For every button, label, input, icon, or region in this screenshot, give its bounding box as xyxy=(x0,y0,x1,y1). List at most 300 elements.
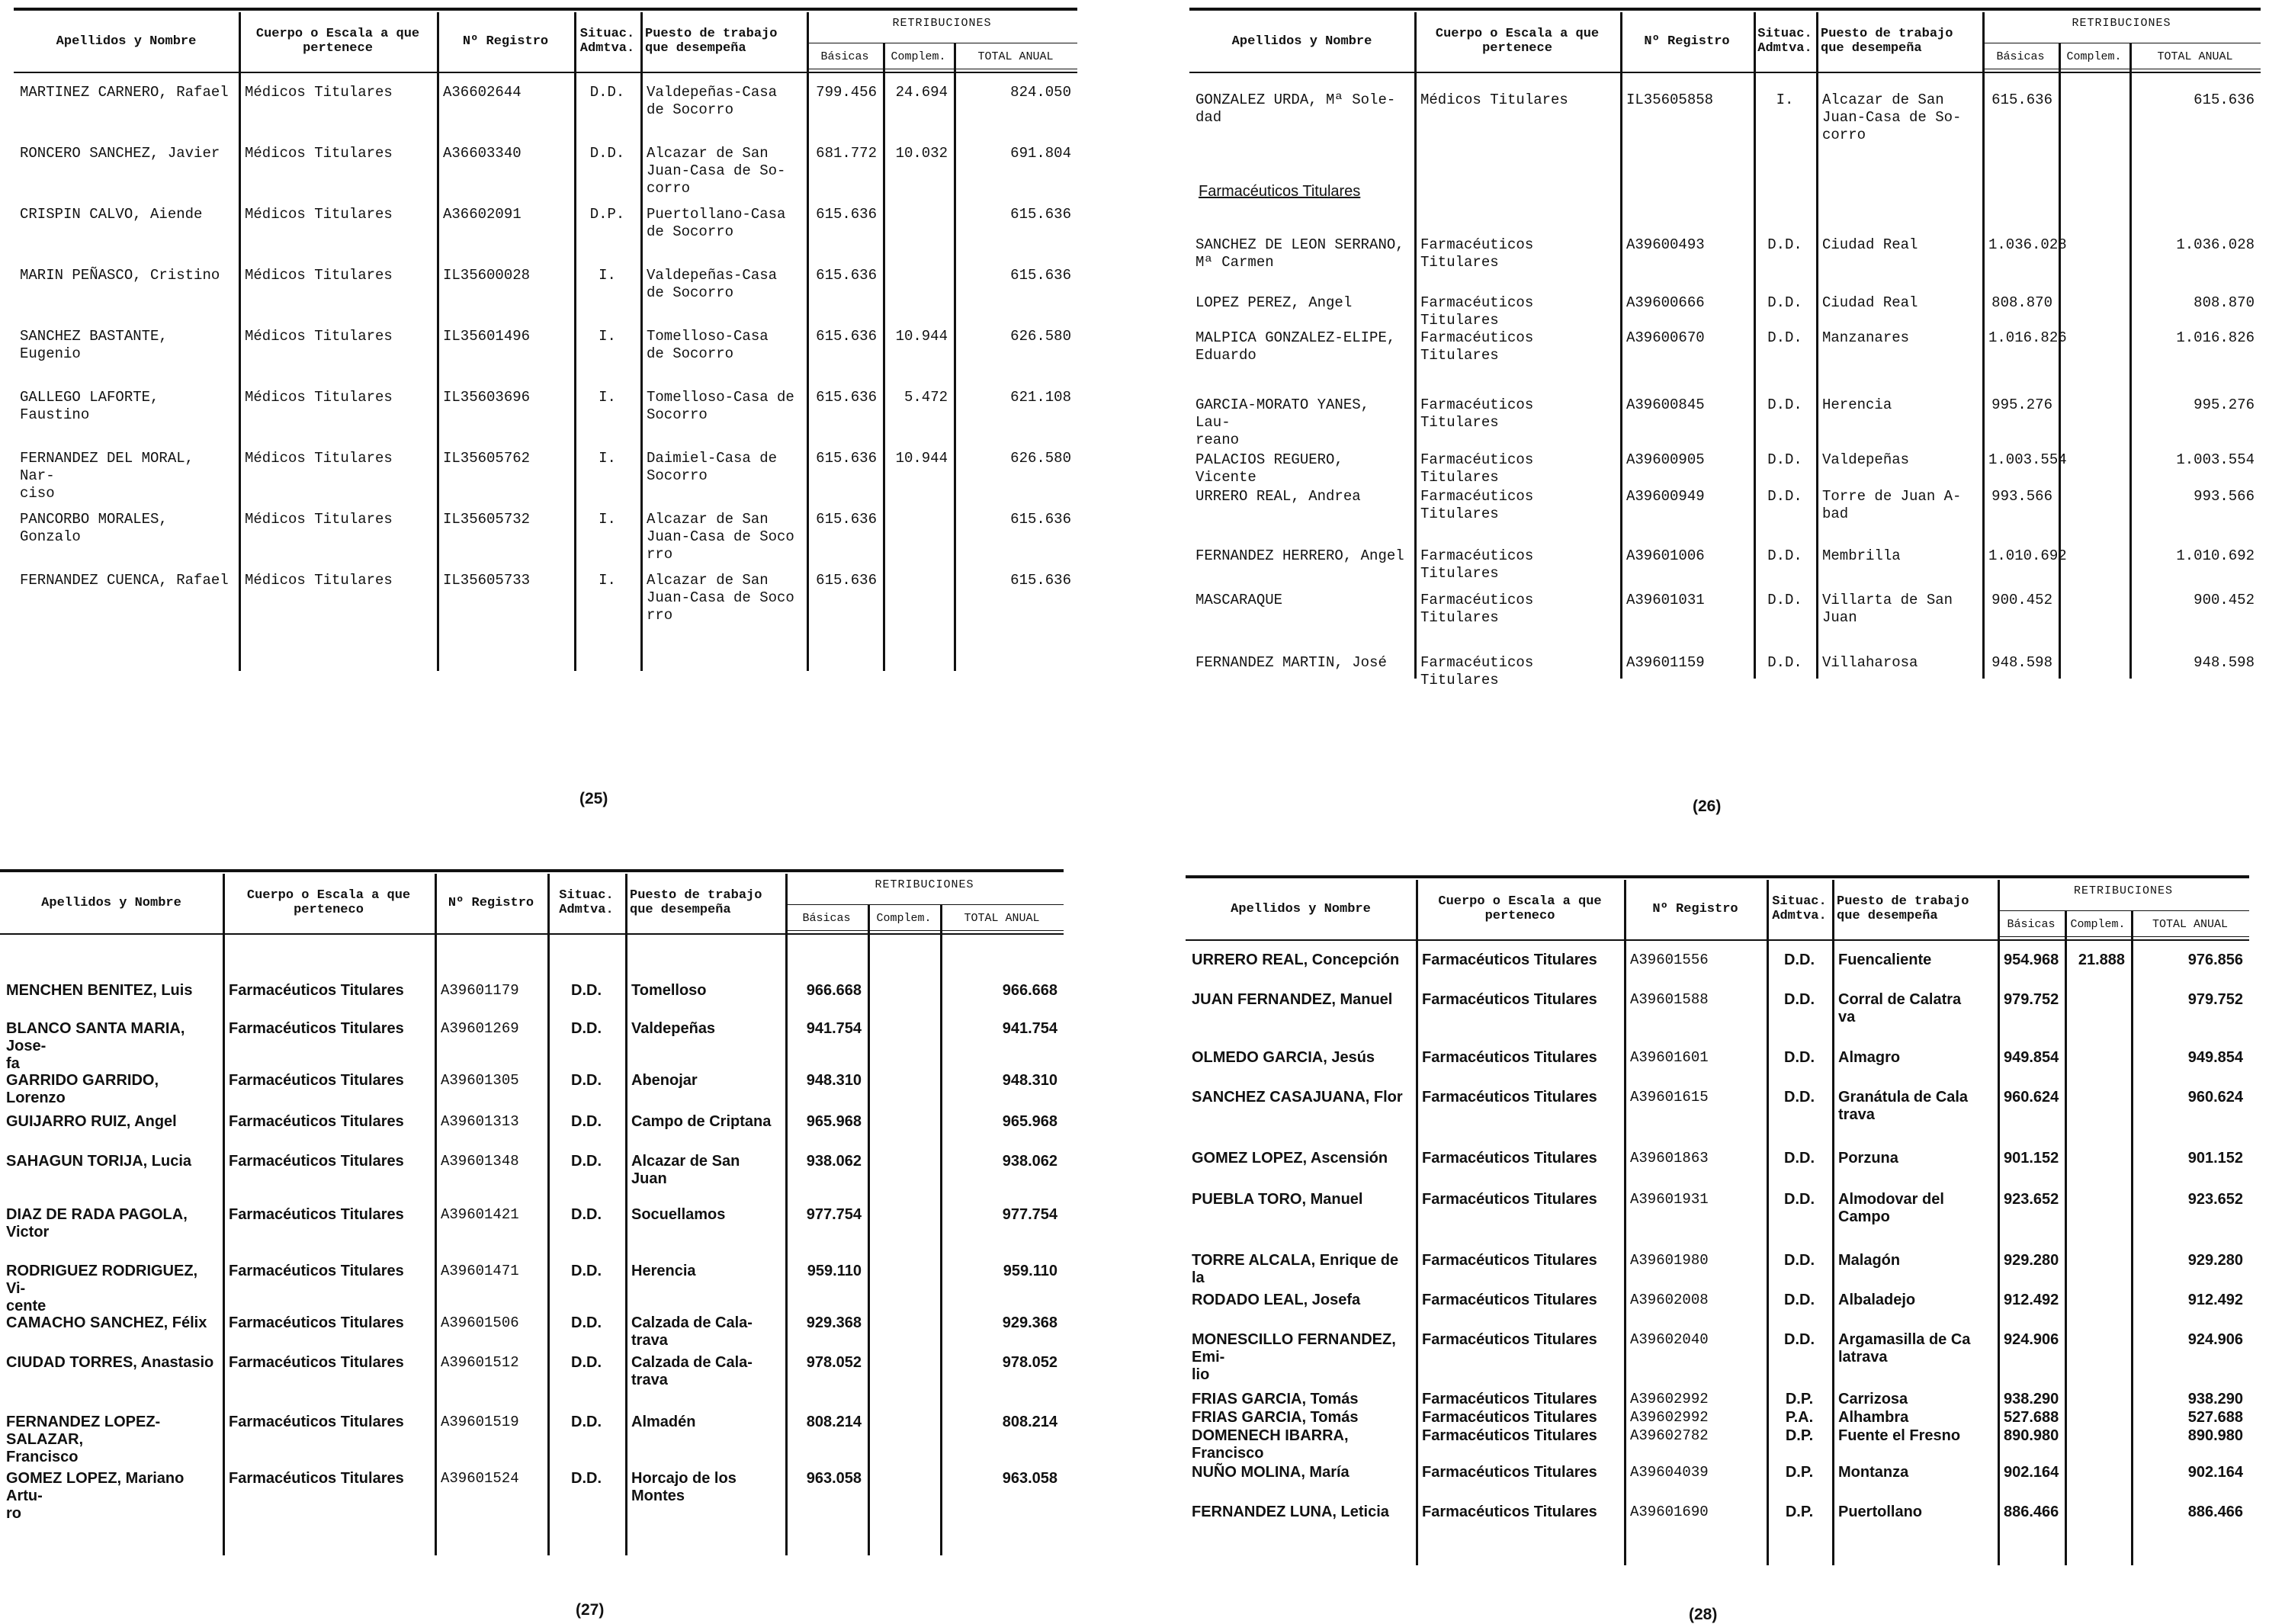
header-situacion: Situac. Admtva. xyxy=(1757,27,1812,56)
cell-registro: A39601179 xyxy=(441,982,519,999)
cell-cuerpo: Médicos Titulares xyxy=(245,145,393,162)
cell-cuerpo: Farmacéuticos Titulares xyxy=(1422,1150,1597,1167)
cell-registro: A39601269 xyxy=(441,1020,519,1037)
cell-basicas: 977.754 xyxy=(806,1206,862,1223)
cell-basicas: 938.290 xyxy=(2004,1391,2059,1407)
cell-total: 886.466 xyxy=(2187,1504,2243,1520)
cell-total: 808.214 xyxy=(1002,1414,1057,1430)
cell-puesto: Horcajo de los Montes xyxy=(631,1470,737,1504)
cell-nombre: JUAN FERNANDEZ, Manuel xyxy=(1192,991,1393,1008)
cell-total: 948.598 xyxy=(2194,654,2255,671)
table-row xyxy=(1189,236,2261,294)
cell-situacion: D.P. xyxy=(589,206,625,223)
cell-total: 923.652 xyxy=(2187,1191,2243,1208)
cell-cuerpo: Médicos Titulares xyxy=(245,267,393,284)
retribuciones-rule xyxy=(1998,910,2249,911)
cell-basicas: 966.668 xyxy=(806,982,862,999)
header-retribuciones: RETRIBUCIONES xyxy=(2072,17,2171,30)
cell-nombre: MARTINEZ CARNERO, Rafael xyxy=(20,84,229,101)
cell-registro: A39601931 xyxy=(1630,1191,1709,1208)
table-row xyxy=(0,1020,1064,1072)
cell-situacion: D.D. xyxy=(1767,329,1802,346)
cell-puesto: Alcazar de San Juan-Casa de So- corro xyxy=(647,145,786,197)
cell-puesto: Valdepeñas xyxy=(631,1020,716,1037)
cell-puesto: Fuente el Fresno xyxy=(1838,1427,1961,1444)
cell-basicas: 954.968 xyxy=(2004,952,2059,968)
cell-total: 966.668 xyxy=(1002,982,1057,999)
cell-nombre: MARIN PEÑASCO, Cristino xyxy=(20,267,220,284)
cell-total: 965.968 xyxy=(1002,1113,1057,1130)
cell-registro: IL35601496 xyxy=(443,328,531,345)
cell-registro: A39601348 xyxy=(441,1153,519,1170)
cell-basicas: 948.598 xyxy=(1991,654,2052,671)
cell-cuerpo: Farmacéuticos Titulares xyxy=(1422,1409,1597,1426)
cell-basicas: 900.452 xyxy=(1991,592,2052,608)
table-row xyxy=(14,572,1077,633)
cell-puesto: Tomelloso xyxy=(631,982,707,999)
header-situacion: Situac. Admtva. xyxy=(1772,894,1827,923)
cell-basicas: 979.752 xyxy=(2004,991,2059,1008)
cell-puesto: Tomelloso-Casa de Socorro xyxy=(647,328,769,362)
table-row xyxy=(1186,1150,2249,1191)
header-situacion: Situac. Admtva. xyxy=(559,888,614,917)
cell-registro: A39601313 xyxy=(441,1113,519,1130)
table-row xyxy=(1189,547,2261,592)
cell-basicas: 615.636 xyxy=(816,389,877,406)
cell-puesto: Montanza xyxy=(1838,1464,1909,1481)
cell-registro: A39601863 xyxy=(1630,1150,1709,1167)
cell-nombre: FERNANDEZ LOPEZ-SALAZAR, Francisco xyxy=(6,1414,161,1465)
cell-situacion: D.D. xyxy=(1767,654,1802,671)
page-number: (28) xyxy=(1689,1606,1718,1623)
cell-puesto: Alcazar de San Juan-Casa de So- corro xyxy=(1822,91,1962,143)
cell-basicas: 993.566 xyxy=(1991,488,2052,505)
header-total: TOTAL ANUAL xyxy=(2157,50,2233,63)
cell-registro: A36602644 xyxy=(443,84,522,101)
cell-cuerpo: Farmacéuticos Titulares xyxy=(1422,1331,1597,1348)
header-basicas: Básicas xyxy=(2007,917,2056,931)
cell-basicas: 886.466 xyxy=(2004,1504,2059,1520)
cell-puesto: Almadén xyxy=(631,1414,696,1430)
cell-puesto: Abenojar xyxy=(631,1072,698,1089)
table-row xyxy=(14,84,1077,145)
cell-basicas: 615.636 xyxy=(816,450,877,467)
cell-cuerpo: Médicos Titulares xyxy=(245,572,393,589)
cell-puesto: Almagro xyxy=(1838,1049,1901,1066)
cell-puesto: Malagón xyxy=(1838,1252,1901,1269)
cell-situacion: D.D. xyxy=(1784,1191,1815,1208)
cell-basicas: 978.052 xyxy=(806,1354,862,1371)
cell-basicas: 1.036.028 xyxy=(1988,236,2067,253)
header-rule-top xyxy=(1189,8,2261,11)
header-puesto: Puesto de trabajo que desempeña xyxy=(630,888,762,917)
cell-cuerpo: Farmacéuticos Titulares xyxy=(1420,488,1534,522)
cell-cuerpo: Farmacéuticos Titulares xyxy=(1422,991,1597,1008)
cell-total: 929.368 xyxy=(1002,1314,1057,1331)
subheader-rule xyxy=(1998,936,2249,937)
cell-nombre: TORRE ALCALA, Enrique de la xyxy=(1192,1252,1399,1286)
cell-registro: A39601031 xyxy=(1626,592,1705,608)
cell-nombre: FRIAS GARCIA, Tomás xyxy=(1192,1409,1359,1426)
cell-registro: IL35605762 xyxy=(443,450,531,467)
cell-total: 948.310 xyxy=(1002,1072,1057,1089)
header-complem: Complem. xyxy=(2066,50,2122,63)
cell-nombre: RODADO LEAL, Josefa xyxy=(1192,1292,1361,1308)
cell-situacion: D.D. xyxy=(571,1153,602,1170)
cell-registro: A36603340 xyxy=(443,145,522,162)
header-puesto: Puesto de trabajo que desempeña xyxy=(1837,894,1969,923)
header-nombre: Apellidos y Nombre xyxy=(1231,901,1371,916)
cell-puesto: Alcazar de San Juan-Casa de Soco rro xyxy=(647,511,794,563)
cell-total: 808.870 xyxy=(2194,294,2255,311)
cell-total: 621.108 xyxy=(1010,389,1071,406)
cell-situacion: D.D. xyxy=(571,1113,602,1130)
cell-registro: IL35605733 xyxy=(443,572,531,589)
table-row xyxy=(1189,488,2261,547)
cell-puesto: Porzuna xyxy=(1838,1150,1898,1167)
cell-situacion: D.D. xyxy=(571,982,602,999)
cell-basicas: 923.652 xyxy=(2004,1191,2059,1208)
cell-puesto: Herencia xyxy=(631,1263,696,1279)
cell-basicas: 995.276 xyxy=(1991,396,2052,413)
cell-total: 949.854 xyxy=(2187,1049,2243,1066)
table-row xyxy=(0,1354,1064,1414)
cell-total: 615.636 xyxy=(1010,572,1071,589)
cell-total: 1.016.826 xyxy=(2176,329,2255,346)
header-complem: Complem. xyxy=(891,50,946,63)
cell-nombre: OLMEDO GARCIA, Jesús xyxy=(1192,1049,1375,1066)
cell-cuerpo: Farmacéuticos Titulares xyxy=(229,1414,404,1430)
cell-cuerpo: Farmacéuticos Titulares xyxy=(229,1206,404,1223)
cell-total: 995.276 xyxy=(2194,396,2255,413)
header-cuerpo: Cuerpo o Escala a que perteneco xyxy=(1438,894,1602,923)
cell-registro: A39600493 xyxy=(1626,236,1705,253)
cell-cuerpo: Farmacéuticos Titulares xyxy=(229,1470,404,1487)
cell-total: 912.492 xyxy=(2187,1292,2243,1308)
cell-nombre: FERNANDEZ MARTIN, José xyxy=(1195,654,1387,671)
cell-nombre: FERNANDEZ HERRERO, Angel xyxy=(1195,547,1404,564)
cell-nombre: URRERO REAL, Concepción xyxy=(1192,952,1400,968)
cell-basicas: 799.456 xyxy=(816,84,877,101)
table-row xyxy=(1186,1391,2249,1409)
cell-total: 938.290 xyxy=(2187,1391,2243,1407)
cell-cuerpo: Farmacéuticos Titulares xyxy=(1422,1089,1597,1106)
cell-total: 1.010.692 xyxy=(2176,547,2255,564)
cell-nombre: PALACIOS REGUERO, Vicente xyxy=(1195,451,1343,486)
cell-situacion: D.D. xyxy=(1784,1089,1815,1106)
cell-puesto: Argamasilla de Ca latrava xyxy=(1838,1331,1971,1366)
cell-situacion: D.D. xyxy=(1784,952,1815,968)
cell-basicas: 941.754 xyxy=(806,1020,862,1037)
cell-nombre: GONZALEZ URDA, Mª Sole- dad xyxy=(1195,91,1396,126)
header-nombre: Apellidos y Nombre xyxy=(1231,34,1372,49)
cell-cuerpo: Farmacéuticos Titulares xyxy=(1422,952,1597,968)
table-row xyxy=(1189,396,2261,451)
table-row xyxy=(1186,991,2249,1049)
cell-basicas: 959.110 xyxy=(807,1263,862,1279)
cell-registro: A39602992 xyxy=(1630,1391,1709,1407)
cell-situacion: D.D. xyxy=(571,1470,602,1487)
cell-registro: A39601980 xyxy=(1630,1252,1709,1269)
cell-basicas: 615.636 xyxy=(816,206,877,223)
table-row xyxy=(14,267,1077,328)
cell-total: 963.058 xyxy=(1002,1470,1057,1487)
cell-situacion: D.D. xyxy=(1784,1292,1815,1308)
cell-situacion: D.D. xyxy=(589,145,625,162)
cell-situacion: I. xyxy=(599,328,616,345)
header-rule-bottom xyxy=(1189,72,2261,73)
cell-puesto: Corral de Calatra va xyxy=(1838,991,1962,1025)
header-cuerpo: Cuerpo o Escala a que pertenece xyxy=(255,27,420,56)
cell-basicas: 963.058 xyxy=(806,1470,862,1487)
table-row xyxy=(1186,952,2249,991)
cell-nombre: SAHAGUN TORIJA, Lucia xyxy=(6,1153,191,1170)
cell-complem: 24.694 xyxy=(895,84,948,101)
cell-registro: A39600670 xyxy=(1626,329,1705,346)
cell-registro: A39601556 xyxy=(1630,952,1709,968)
cell-complem: 10.032 xyxy=(895,145,948,162)
cell-cuerpo: Farmacéuticos Titulares xyxy=(229,1020,404,1037)
cell-situacion: D.D. xyxy=(571,1414,602,1430)
cell-cuerpo: Farmacéuticos Titulares xyxy=(1422,1191,1597,1208)
cell-cuerpo: Médicos Titulares xyxy=(1420,91,1568,108)
cell-cuerpo: Farmacéuticos Titulares xyxy=(1422,1252,1597,1269)
cell-puesto: Valdepeñas-Casa de Socorro xyxy=(647,267,778,301)
cell-total: 615.636 xyxy=(2194,91,2255,108)
cell-registro: A39601690 xyxy=(1630,1504,1709,1520)
header-cuerpo: Cuerpo o Escala a que pertenece xyxy=(1435,27,1600,56)
cell-situacion: I. xyxy=(599,511,616,528)
cell-cuerpo: Médicos Titulares xyxy=(245,511,393,528)
cell-basicas: 615.636 xyxy=(816,572,877,589)
cell-situacion: D.P. xyxy=(1785,1464,1814,1481)
table-row xyxy=(14,450,1077,511)
cell-total: 978.052 xyxy=(1002,1354,1057,1371)
table-row xyxy=(14,389,1077,450)
cell-nombre: GUIJARRO RUIZ, Angel xyxy=(6,1113,177,1130)
cell-nombre: RODRIGUEZ RODRIGUEZ, Vi- cente xyxy=(6,1263,198,1314)
cell-puesto: Manzanares xyxy=(1822,329,1910,346)
table-row xyxy=(1186,1252,2249,1292)
cell-total: 977.754 xyxy=(1002,1206,1057,1223)
cell-situacion: D.D. xyxy=(589,84,625,101)
header-registro: Nº Registro xyxy=(448,895,534,910)
cell-situacion: D.D. xyxy=(1784,1252,1815,1269)
cell-puesto: Ciudad Real xyxy=(1822,236,1918,253)
cell-situacion: I. xyxy=(599,389,616,406)
table-panel-25 xyxy=(14,8,1077,679)
cell-puesto: Alcazar de San Juan-Casa de Soco rro xyxy=(647,572,794,624)
cell-nombre: NUÑO MOLINA, María xyxy=(1192,1464,1350,1481)
cell-nombre: GOMEZ LOPEZ, Mariano Artu- ro xyxy=(6,1470,185,1522)
header-registro: Nº Registro xyxy=(1652,901,1738,916)
cell-puesto: Calzada de Cala- trava xyxy=(631,1314,753,1349)
cell-basicas: 901.152 xyxy=(2004,1150,2059,1167)
table-row xyxy=(0,982,1064,1020)
cell-nombre: FERNANDEZ LUNA, Leticia xyxy=(1192,1504,1389,1520)
cell-nombre: MALPICA GONZALEZ-ELIPE, Eduardo xyxy=(1195,329,1396,364)
cell-puesto: Ciudad Real xyxy=(1822,294,1918,311)
cell-situacion: D.P. xyxy=(1785,1504,1814,1520)
cell-total: 929.280 xyxy=(2187,1252,2243,1269)
cell-nombre: PUEBLA TORO, Manuel xyxy=(1192,1191,1363,1208)
table-row xyxy=(1189,592,2261,654)
cell-cuerpo: Farmacéuticos Titulares xyxy=(229,1113,404,1130)
cell-total: 691.804 xyxy=(1010,145,1071,162)
cell-nombre: SANCHEZ DE LEON SERRANO, Mª Carmen xyxy=(1195,236,1404,271)
cell-complem: 5.472 xyxy=(903,389,948,406)
header-puesto: Puesto de trabajo que desempeña xyxy=(1821,27,1953,56)
cell-registro: A39601512 xyxy=(441,1354,519,1371)
table-row xyxy=(1186,1409,2249,1427)
cell-cuerpo: Farmacéuticos Titulares xyxy=(1422,1427,1597,1444)
cell-cuerpo: Farmacéuticos Titulares xyxy=(1420,451,1534,486)
cell-puesto: Torre de Juan A- bad xyxy=(1822,488,1962,522)
cell-basicas: 912.492 xyxy=(2004,1292,2059,1308)
cell-nombre: URRERO REAL, Andrea xyxy=(1195,488,1361,505)
cell-nombre: FERNANDEZ CUENCA, Rafael xyxy=(20,572,229,589)
table-panel-28 xyxy=(1186,875,2249,1561)
cell-basicas: 960.624 xyxy=(2004,1089,2059,1106)
cell-puesto: Alhambra xyxy=(1838,1409,1909,1426)
cell-basicas: 938.062 xyxy=(806,1153,862,1170)
cell-registro: A39600905 xyxy=(1626,451,1705,468)
cell-puesto: Campo de Criptana xyxy=(631,1113,772,1130)
cell-situacion: D.D. xyxy=(1784,1049,1815,1066)
cell-puesto: Villarta de San Juan xyxy=(1822,592,1953,626)
cell-basicas: 615.636 xyxy=(816,328,877,345)
cell-basicas: 808.214 xyxy=(806,1414,862,1430)
page-number: (27) xyxy=(576,1601,605,1619)
cell-situacion: D.D. xyxy=(571,1072,602,1089)
cell-basicas: 1.003.554 xyxy=(1988,451,2067,468)
cell-basicas: 949.854 xyxy=(2004,1049,2059,1066)
header-rule-bottom xyxy=(0,933,1064,935)
cell-registro: A39601159 xyxy=(1626,654,1705,671)
cell-situacion: D.D. xyxy=(1767,451,1802,468)
cell-situacion: I. xyxy=(599,450,616,467)
cell-cuerpo: Farmacéuticos Titulares xyxy=(1422,1464,1597,1481)
cell-puesto: Villaharosa xyxy=(1822,654,1918,671)
cell-registro: A39601519 xyxy=(441,1414,519,1430)
cell-cuerpo: Farmacéuticos Titulares xyxy=(229,1153,404,1170)
cell-basicas: 615.636 xyxy=(816,267,877,284)
cell-cuerpo: Médicos Titulares xyxy=(245,84,393,101)
cell-basicas: 924.906 xyxy=(2004,1331,2059,1348)
cell-total: 615.636 xyxy=(1010,206,1071,223)
cell-cuerpo: Farmacéuticos Titulares xyxy=(1420,592,1534,626)
cell-cuerpo: Médicos Titulares xyxy=(245,389,393,406)
cell-situacion: D.D. xyxy=(571,1354,602,1371)
cell-complem: 10.944 xyxy=(895,450,948,467)
cell-nombre: GARRIDO GARRIDO, Lorenzo xyxy=(6,1072,159,1106)
header-basicas: Básicas xyxy=(802,911,851,925)
cell-situacion: D.P. xyxy=(1785,1427,1814,1444)
header-total: TOTAL ANUAL xyxy=(977,50,1054,63)
cell-basicas: 1.016.826 xyxy=(1988,329,2067,346)
table-row xyxy=(1186,1427,2249,1464)
cell-situacion: D.D. xyxy=(571,1206,602,1223)
cell-cuerpo: Farmacéuticos Titulares xyxy=(1422,1292,1597,1308)
cell-registro: A39601524 xyxy=(441,1470,519,1487)
cell-total: 976.856 xyxy=(2187,952,2243,968)
cell-nombre: SANCHEZ CASAJUANA, Flor xyxy=(1192,1089,1403,1106)
cell-nombre: PANCORBO MORALES, Gonzalo xyxy=(20,511,168,545)
cell-situacion: I. xyxy=(599,572,616,589)
table-row xyxy=(0,1153,1064,1206)
cell-puesto: Alcazar de San Juan xyxy=(631,1153,740,1187)
cell-registro: A39600666 xyxy=(1626,294,1705,311)
cell-total: 626.580 xyxy=(1010,450,1071,467)
header-rule-bottom xyxy=(14,72,1077,73)
cell-total: 902.164 xyxy=(2187,1464,2243,1481)
cell-total: 901.152 xyxy=(2187,1150,2243,1167)
cell-situacion: D.D. xyxy=(1767,592,1802,608)
cell-puesto: Carrizosa xyxy=(1838,1391,1908,1407)
cell-cuerpo: Farmacéuticos Titulares xyxy=(229,1263,404,1279)
subsection-title: Farmacéuticos Titulares xyxy=(1199,183,1361,200)
cell-total: 615.636 xyxy=(1010,511,1071,528)
header-retribuciones: RETRIBUCIONES xyxy=(875,878,974,891)
cell-cuerpo: Farmacéuticos Titulares xyxy=(1422,1049,1597,1066)
cell-complem: 10.944 xyxy=(895,328,948,345)
header-retribuciones: RETRIBUCIONES xyxy=(892,17,992,30)
cell-total: 979.752 xyxy=(2187,991,2243,1008)
cell-registro: A39602008 xyxy=(1630,1292,1709,1308)
cell-basicas: 681.772 xyxy=(816,145,877,162)
cell-total: 924.906 xyxy=(2187,1331,2243,1348)
cell-registro: A39602782 xyxy=(1630,1427,1709,1444)
table-row xyxy=(1189,451,2261,488)
cell-situacion: D.D. xyxy=(571,1020,602,1037)
header-total: TOTAL ANUAL xyxy=(2152,917,2229,931)
table-row xyxy=(1189,329,2261,396)
cell-basicas: 615.636 xyxy=(1991,91,2052,108)
cell-registro: A39601471 xyxy=(441,1263,519,1279)
header-rule-top xyxy=(1186,875,2249,878)
cell-cuerpo: Farmacéuticos Titulares xyxy=(1420,396,1534,431)
cell-nombre: DOMENECH IBARRA, Francisco xyxy=(1192,1427,1349,1462)
table-row xyxy=(14,206,1077,267)
header-rule-bottom xyxy=(1186,939,2249,941)
cell-nombre: FERNANDEZ DEL MORAL, Nar- ciso xyxy=(20,450,194,502)
table-panel-27 xyxy=(0,869,1064,1555)
cell-nombre: SANCHEZ BASTANTE, Eugenio xyxy=(20,328,168,362)
table-row xyxy=(0,1263,1064,1314)
cell-situacion: D.P. xyxy=(1785,1391,1814,1407)
cell-registro: A39602040 xyxy=(1630,1331,1709,1348)
cell-registro: A39604039 xyxy=(1630,1464,1709,1481)
header-rule-top xyxy=(14,8,1077,11)
cell-cuerpo: Médicos Titulares xyxy=(245,450,393,467)
table-row xyxy=(1186,1049,2249,1089)
cell-total: 890.980 xyxy=(2187,1427,2243,1444)
cell-nombre: DIAZ DE RADA PAGOLA, Victor xyxy=(6,1206,188,1240)
table-row xyxy=(1186,1464,2249,1504)
cell-cuerpo: Farmacéuticos Titulares xyxy=(229,982,404,999)
cell-situacion: D.D. xyxy=(571,1314,602,1331)
cell-puesto: Puertollano-Casa de Socorro xyxy=(647,206,786,240)
table-row xyxy=(1186,1089,2249,1150)
cell-nombre: RONCERO SANCHEZ, Javier xyxy=(20,145,220,162)
cell-registro: A39601615 xyxy=(1630,1089,1709,1106)
cell-puesto: Socuellamos xyxy=(631,1206,726,1223)
cell-puesto: Calzada de Cala- trava xyxy=(631,1354,753,1388)
header-nombre: Apellidos y Nombre xyxy=(56,34,197,49)
cell-registro: A36602091 xyxy=(443,206,522,223)
cell-cuerpo: Farmacéuticos Titulares xyxy=(229,1314,404,1331)
cell-total: 1.003.554 xyxy=(2176,451,2255,468)
